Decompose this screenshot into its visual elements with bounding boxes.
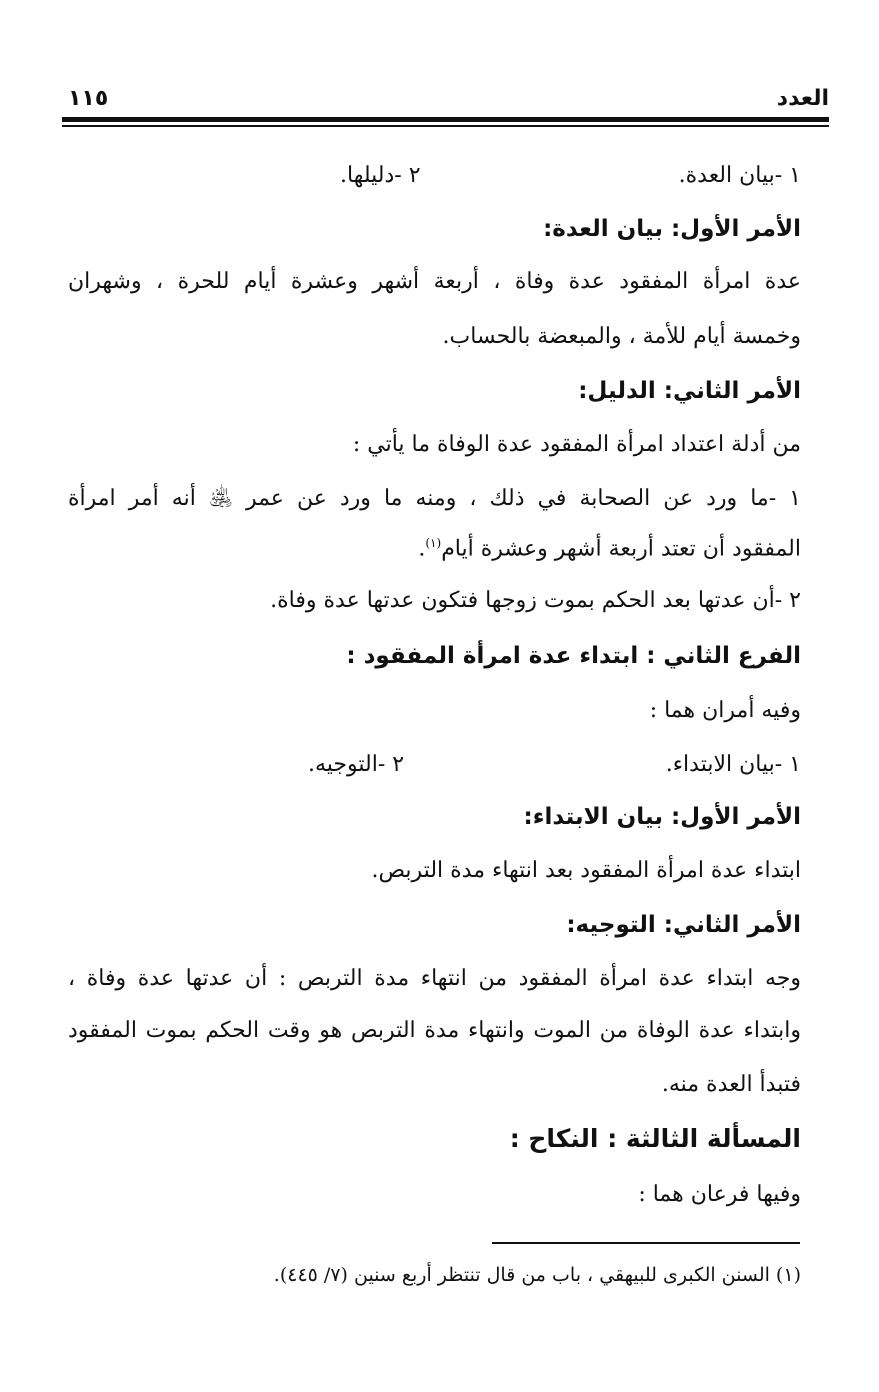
section-heading: الأمر الأول: بيان العدة: (543, 216, 801, 242)
section-heading: الأمر الثاني: التوجيه: (566, 912, 801, 938)
body-line: وابتداء عدة الوفاة من الموت وانتهاء مدة التربص هو وقت الحكم بموت المفقود (68, 1018, 801, 1043)
list-item: ٢ -دليلها. (340, 163, 421, 188)
header-rule-thin (62, 125, 829, 127)
list-item: ٢ -التوجيه. (308, 752, 405, 777)
body-line (418, 536, 801, 561)
list-item: ١ -بيان الابتداء. (665, 752, 801, 777)
body-text: . (418, 536, 426, 562)
body-line: ١ -ما ورد عن الصحابة في ذلك ، ومنه ما ورد عن عمر ﵁ أنه أمر امرأة (68, 486, 801, 511)
body-line: ٢ -أن عدتها بعد الحكم بموت زوجها فتكون عدتها عدة وفاة. (270, 588, 801, 613)
footnote: (١) السنن الكبرى للبيهقي ، باب من قال تنتظر أربع سنين (٧/ ٤٤٥). (273, 1264, 801, 1286)
section-heading: الأمر الأول: بيان الابتداء: (523, 804, 801, 830)
section-heading: المسألة الثالثة : النكاح : (509, 1124, 801, 1153)
running-header-title: العدد (776, 86, 829, 111)
body-line: وخمسة أيام للأمة ، والمبعضة بالحساب. (442, 324, 801, 349)
body-line: وفيها فرعان هما : (638, 1182, 801, 1207)
body-line: عدة امرأة المفقود عدة وفاة ، أربعة أشهر وعشرة أيام للحرة ، وشهران (68, 269, 801, 294)
body-text: المفقود أن تعتد أربعة أشهر وعشرة أيام (441, 536, 801, 562)
page-number: ١١٥ (68, 86, 109, 111)
footnote-marker: (١) (425, 536, 442, 550)
body-line: ابتداء عدة امرأة المفقود بعد انتهاء مدة التربص. (371, 858, 801, 883)
body-line: فتبدأ العدة منه. (661, 1072, 801, 1097)
list-item: ١ -بيان العدة. (678, 163, 801, 188)
body-line: وجه ابتداء عدة امرأة المفقود من انتهاء مدة التربص : أن عدتها عدة وفاة ، (68, 966, 801, 991)
body-line: وفيه أمران هما : (649, 698, 801, 723)
body-line: من أدلة اعتداد امرأة المفقود عدة الوفاة ما يأتي : (352, 432, 801, 457)
header-rule-thick (62, 117, 829, 122)
section-heading: الفرع الثاني : ابتداء عدة امرأة المفقود : (346, 643, 801, 669)
footnote-rule (492, 1242, 800, 1244)
section-heading: الأمر الثاني: الدليل: (578, 378, 801, 404)
